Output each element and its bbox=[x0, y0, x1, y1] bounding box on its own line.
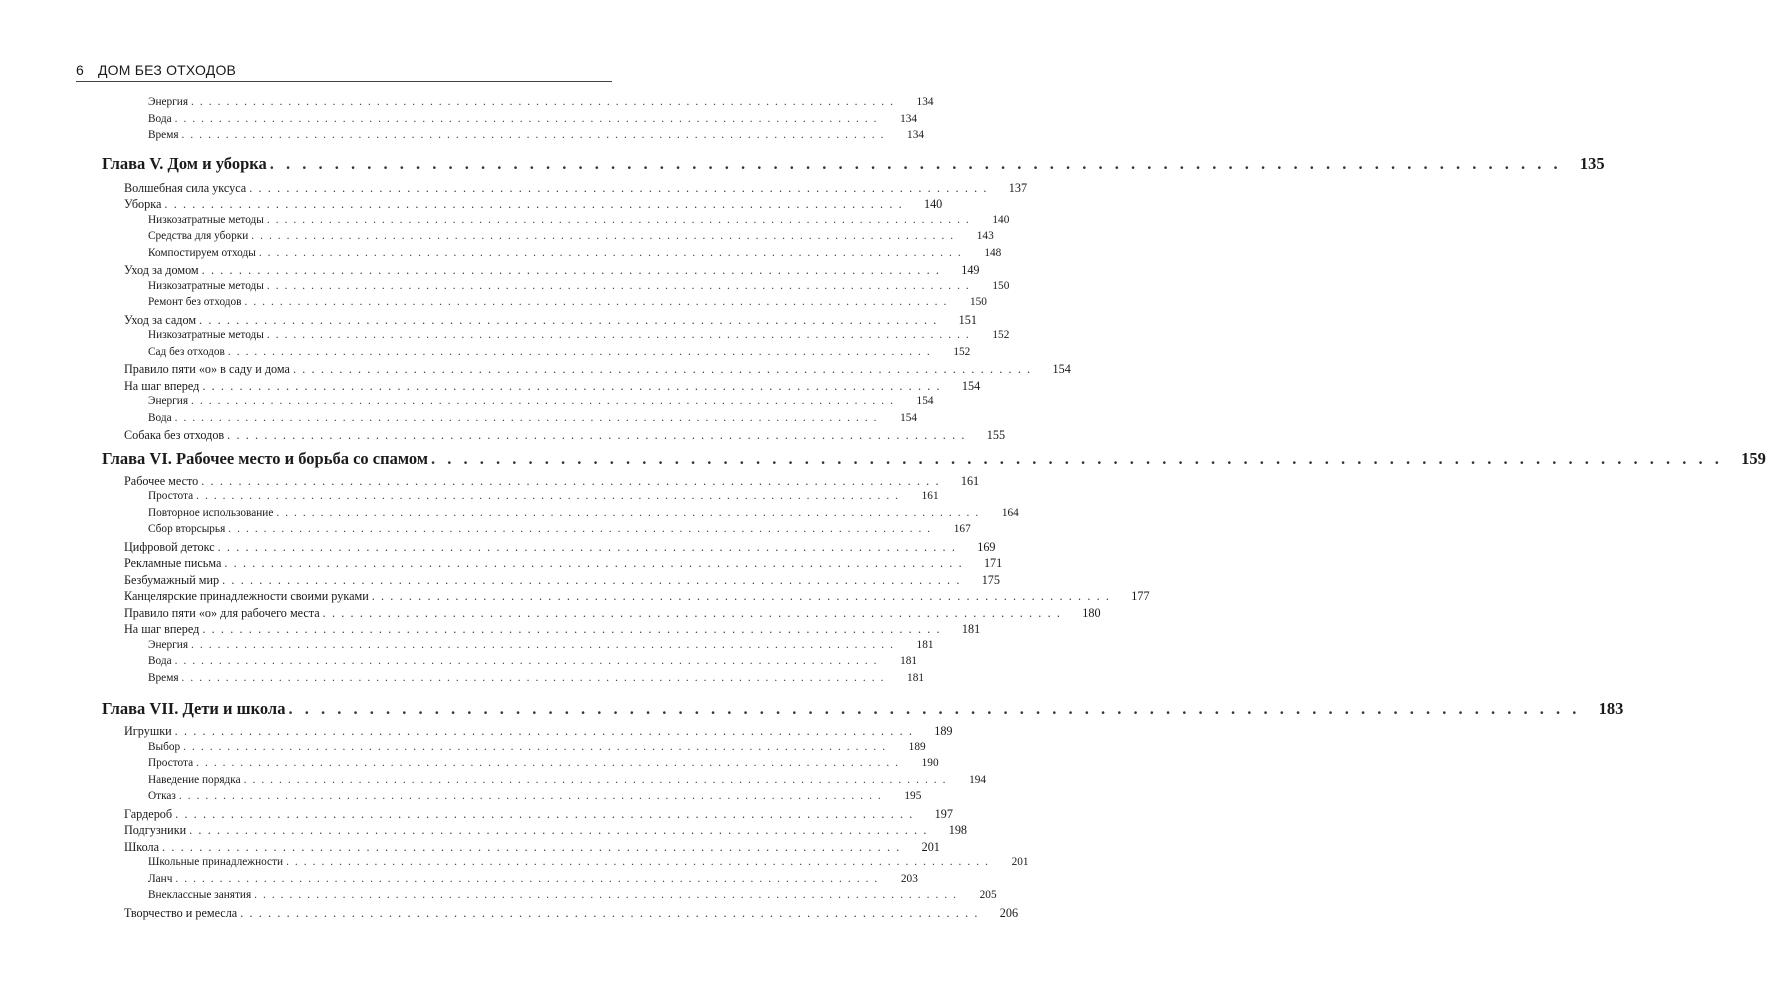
dot-leader: . . . . . . . . . . . . . . . . . . . . . . . . . . . . . . . . . . . . . . . . . . . . . . . . . . . . . . . . . . . . . . . . . . . . . . . . . . . . . . . . bbox=[175, 872, 879, 885]
toc-title: Правило пяти «о» в саду и дома bbox=[124, 362, 290, 376]
toc-page-number: 155 bbox=[986, 428, 1006, 442]
toc-title: Цифровой детокс bbox=[124, 539, 215, 554]
running-title: ДОМ БЕЗ ОТХОДОВ bbox=[98, 62, 237, 78]
toc-title: Сад без отходов bbox=[148, 345, 225, 358]
dot-leader: . . . . . . . . . . . . . . . . . . . . . . . . . . . . . . . . . . . . . . . . . . . . . . . . . . . . . . . . . . . . . . . . . . . . . . . . . . . . . . . . bbox=[249, 180, 989, 195]
toc-subentry bbox=[0, 296, 987, 313]
toc-title: Игрушки bbox=[124, 724, 172, 738]
toc-entry bbox=[0, 724, 953, 741]
toc-subentry bbox=[0, 655, 918, 672]
toc-title: Время bbox=[148, 129, 179, 141]
toc-subentry bbox=[0, 506, 1019, 524]
dot-leader: . . . . . . . . . . . . . . . . . . . . . . . . . . . . . . . . . . . . . . . . . . . . . . . . . . . . . . . . . . . . . . . . . . . . . . . . . . . . . . . . bbox=[181, 671, 885, 684]
toc-subentry bbox=[0, 740, 926, 758]
dot-leader: . . . . . . . . . . . . . . . . . . . . . . . . . . . . . . . . . . . . . . . . . . . . . . . . . . . . . . . . . . . . . . . . . . . . . . . . . . . . . . . . bbox=[269, 153, 1562, 173]
toc-title: Средства для уборки bbox=[148, 230, 249, 242]
toc-page-number: 171 bbox=[983, 556, 1003, 570]
toc-title: Уход за домом bbox=[124, 263, 199, 277]
toc-subentry bbox=[0, 96, 934, 113]
toc-title: На шаг вперед bbox=[124, 622, 200, 636]
toc-page-number: 154 bbox=[916, 395, 934, 407]
toc-title: Низкозатратные методы bbox=[148, 213, 264, 226]
toc-title: Наведение порядка bbox=[148, 773, 241, 786]
toc-title: Энергия bbox=[148, 638, 189, 651]
toc-page-number: 206 bbox=[999, 905, 1019, 920]
page-number: 6 bbox=[76, 62, 84, 78]
toc-page-number: 154 bbox=[1052, 362, 1071, 376]
dot-leader: . . . . . . . . . . . . . . . . . . . . . . . . . . . . . . . . . . . . . . . . . . . . . . . . . . . . . . . . . . . . . . . . . . . . . . . . . . . . . . . . bbox=[292, 362, 1032, 376]
toc-entry bbox=[0, 312, 977, 330]
toc-subentry bbox=[0, 230, 994, 247]
dot-leader: . . . . . . . . . . . . . . . . . . . . . . . . . . . . . . . . . . . . . . . . . . . . . . . . . . . . . . . . . . . . . . . . . . . . . . . . . . . . . . . . bbox=[227, 428, 967, 442]
toc-page-number: 205 bbox=[979, 889, 997, 901]
toc-title: Вода bbox=[148, 112, 172, 125]
toc-entry bbox=[0, 605, 1101, 623]
dot-leader: . . . . . . . . . . . . . . . . . . . . . . . . . . . . . . . . . . . . . . . . . . . . . . . . . . . . . . . . . . . . . . . . . . . . . . . . . . . . . . . . bbox=[227, 345, 932, 358]
toc-page-number: 134 bbox=[907, 129, 924, 141]
toc-entry bbox=[0, 428, 1006, 445]
toc-page-number: 150 bbox=[992, 279, 1010, 292]
toc-page-number: 161 bbox=[960, 473, 980, 488]
toc-entry bbox=[0, 823, 967, 840]
dot-leader: . . . . . . . . . . . . . . . . . . . . . . . . . . . . . . . . . . . . . . . . . . . . . . . . . . . . . . . . . . . . . . . . . . . . . . . . . . . . . . . . bbox=[162, 839, 901, 854]
toc-title: Компостируем отходы bbox=[148, 246, 256, 259]
toc-page-number: 150 bbox=[970, 296, 987, 308]
toc-title: Собака без отходов bbox=[124, 428, 225, 442]
dot-leader: . . . . . . . . . . . . . . . . . . . . . . . . . . . . . . . . . . . . . . . . . . . . . . . . . . . . . . . . . . . . . . . . . . . . . . . . . . . . . . . . bbox=[202, 378, 942, 393]
toc-subentry bbox=[0, 671, 924, 689]
toc-page-number: 140 bbox=[923, 197, 943, 211]
toc-title: Энергия bbox=[148, 96, 189, 108]
header-rule bbox=[76, 81, 612, 82]
toc-title: Глава V. Дом и уборка bbox=[102, 153, 267, 173]
toc-entry bbox=[0, 905, 1019, 923]
toc-subentry bbox=[0, 638, 934, 656]
dot-leader: . . . . . . . . . . . . . . . . . . . . . . . . . . . . . . . . . . . . . . . . . . . . . . . . . . . . . . . . . . . . . . . . . . . . . . . . . . . . . . . . bbox=[244, 296, 948, 308]
toc-subentry bbox=[0, 856, 1029, 873]
toc-entry bbox=[0, 589, 1150, 606]
toc-title: Школа bbox=[124, 839, 160, 854]
toc-page-number: 183 bbox=[1598, 699, 1624, 718]
dot-leader: . . . . . . . . . . . . . . . . . . . . . . . . . . . . . . . . . . . . . . . . . . . . . . . . . . . . . . . . . . . . . . . . . . . . . . . . . . . . . . . . bbox=[431, 448, 1723, 468]
toc-entry bbox=[0, 378, 981, 396]
toc-page-number: 167 bbox=[953, 523, 971, 535]
toc-title: Низкозатратные методы bbox=[148, 279, 264, 292]
toc-title: Рабочее место bbox=[124, 473, 199, 488]
toc-subentry bbox=[0, 395, 934, 412]
toc-title: Вода bbox=[148, 411, 172, 424]
toc-title: Отказ bbox=[148, 790, 176, 802]
toc-entry bbox=[0, 180, 1028, 198]
toc-page-number: 161 bbox=[921, 490, 939, 502]
toc-page-number: 194 bbox=[969, 773, 987, 786]
toc-title: Глава VI. Рабочее место и борьба со спамом bbox=[102, 448, 429, 468]
toc-title: Сбор вторсырья bbox=[148, 523, 226, 535]
toc-page-number: 149 bbox=[961, 263, 980, 277]
toc-subentry bbox=[0, 872, 918, 890]
toc-page-number: 169 bbox=[977, 539, 996, 554]
toc-page-number: 181 bbox=[907, 671, 924, 684]
dot-leader: . . . . . . . . . . . . . . . . . . . . . . . . . . . . . . . . . . . . . . . . . . . . . . . . . . . . . . . . . . . . . . . . . . . . . . . . . . . . . . . . bbox=[191, 638, 895, 651]
toc-subentry bbox=[0, 889, 997, 906]
toc-title: Волшебная сила уксуса bbox=[124, 180, 247, 195]
toc-chapter bbox=[0, 448, 1766, 474]
toc-page-number: 152 bbox=[953, 345, 971, 358]
toc-chapter bbox=[0, 699, 1624, 724]
dot-leader: . . . . . . . . . . . . . . . . . . . . . . . . . . . . . . . . . . . . . . . . . . . . . . . . . . . . . . . . . . . . . . . . . . . . . . . . . . . . . . . . bbox=[288, 699, 1581, 718]
toc-page-number: 154 bbox=[900, 411, 918, 424]
toc-title: Повторное использование bbox=[148, 506, 274, 519]
toc-subentry bbox=[0, 345, 971, 363]
toc-subentry bbox=[0, 329, 1010, 346]
toc-title: Ремонт без отходов bbox=[148, 296, 242, 308]
toc-page-number: 143 bbox=[976, 230, 994, 242]
toc-page-number: 159 bbox=[1741, 448, 1766, 468]
dot-leader: . . . . . . . . . . . . . . . . . . . . . . . . . . . . . . . . . . . . . . . . . . . . . . . . . . . . . . . . . . . . . . . . . . . . . . . . . . . . . . . . bbox=[217, 539, 957, 554]
toc-title: Энергия bbox=[148, 395, 189, 407]
dot-leader: . . . . . . . . . . . . . . . . . . . . . . . . . . . . . . . . . . . . . . . . . . . . . . . . . . . . . . . . . . . . . . . . . . . . . . . . . . . . . . . . bbox=[191, 395, 895, 407]
dot-leader: . . . . . . . . . . . . . . . . . . . . . . . . . . . . . . . . . . . . . . . . . . . . . . . . . . . . . . . . . . . . . . . . . . . . . . . . . . . . . . . . bbox=[201, 263, 941, 277]
toc-entry bbox=[0, 839, 940, 857]
toc-entry bbox=[0, 362, 1071, 379]
dot-leader: . . . . . . . . . . . . . . . . . . . . . . . . . . . . . . . . . . . . . . . . . . . . . . . . . . . . . . . . . . . . . . . . . . . . . . . . . . . . . . . . bbox=[199, 312, 938, 327]
toc-page-number: 181 bbox=[916, 638, 934, 651]
toc-page-number: 189 bbox=[908, 740, 926, 753]
dot-leader: . . . . . . . . . . . . . . . . . . . . . . . . . . . . . . . . . . . . . . . . . . . . . . . . . . . . . . . . . . . . . . . . . . . . . . . . . . . . . . . . bbox=[251, 230, 955, 242]
dot-leader: . . . . . . . . . . . . . . . . . . . . . . . . . . . . . . . . . . . . . . . . . . . . . . . . . . . . . . . . . . . . . . . . . . . . . . . . . . . . . . . . bbox=[228, 523, 932, 535]
toc-title: На шаг вперед bbox=[124, 378, 200, 393]
toc-page-number: 154 bbox=[961, 378, 981, 393]
dot-leader: . . . . . . . . . . . . . . . . . . . . . . . . . . . . . . . . . . . . . . . . . . . . . . . . . . . . . . . . . . . . . . . . . . . . . . . . . . . . . . . . bbox=[254, 889, 958, 901]
toc-title: Ланч bbox=[148, 872, 173, 885]
toc-page-number: 195 bbox=[904, 790, 922, 802]
dot-leader: . . . . . . . . . . . . . . . . . . . . . . . . . . . . . . . . . . . . . . . . . . . . . . . . . . . . . . . . . . . . . . . . . . . . . . . . . . . . . . . . bbox=[266, 213, 971, 226]
dot-leader: . . . . . . . . . . . . . . . . . . . . . . . . . . . . . . . . . . . . . . . . . . . . . . . . . . . . . . . . . . . . . . . . . . . . . . . . . . . . . . . . bbox=[266, 329, 971, 341]
dot-leader: . . . . . . . . . . . . . . . . . . . . . . . . . . . . . . . . . . . . . . . . . . . . . . . . . . . . . . . . . . . . . . . . . . . . . . . . . . . . . . . . bbox=[286, 856, 990, 868]
dot-leader: . . . . . . . . . . . . . . . . . . . . . . . . . . . . . . . . . . . . . . . . . . . . . . . . . . . . . . . . . . . . . . . . . . . . . . . . . . . . . . . . bbox=[164, 197, 904, 211]
toc-page-number: 164 bbox=[1001, 506, 1019, 519]
toc-page-number: 177 bbox=[1131, 589, 1150, 603]
dot-leader: . . . . . . . . . . . . . . . . . . . . . . . . . . . . . . . . . . . . . . . . . . . . . . . . . . . . . . . . . . . . . . . . . . . . . . . . . . . . . . . . bbox=[322, 605, 1062, 620]
toc-page-number: 148 bbox=[984, 246, 1002, 259]
toc-subentry bbox=[0, 757, 939, 774]
toc-title: Школьные принадлежности bbox=[148, 856, 284, 868]
toc-subentry bbox=[0, 246, 1002, 264]
toc-page-number: 181 bbox=[961, 622, 981, 636]
page-header bbox=[76, 61, 612, 79]
toc-title: Канцелярские принадлежности своими руками bbox=[124, 589, 369, 603]
toc-subentry bbox=[0, 112, 918, 130]
dot-leader: . . . . . . . . . . . . . . . . . . . . . . . . . . . . . . . . . . . . . . . . . . . . . . . . . . . . . . . . . . . . . . . . . . . . . . . . . . . . . . . . bbox=[191, 96, 895, 108]
toc-title: Простота bbox=[148, 757, 194, 769]
dot-leader: . . . . . . . . . . . . . . . . . . . . . . . . . . . . . . . . . . . . . . . . . . . . . . . . . . . . . . . . . . . . . . . . . . . . . . . . . . . . . . . . bbox=[196, 490, 900, 502]
toc-page-number: 134 bbox=[900, 112, 918, 125]
toc-subentry bbox=[0, 129, 924, 146]
toc-title: Выбор bbox=[148, 740, 181, 753]
toc-page-number: 198 bbox=[948, 823, 967, 837]
dot-leader: . . . . . . . . . . . . . . . . . . . . . . . . . . . . . . . . . . . . . . . . . . . . . . . . . . . . . . . . . . . . . . . . . . . . . . . . . . . . . . . . bbox=[196, 757, 900, 769]
toc-page-number: 190 bbox=[921, 757, 939, 769]
toc-entry bbox=[0, 556, 1003, 573]
toc-title: Уборка bbox=[124, 197, 162, 211]
dot-leader: . . . . . . . . . . . . . . . . . . . . . . . . . . . . . . . . . . . . . . . . . . . . . . . . . . . . . . . . . . . . . . . . . . . . . . . . . . . . . . . . bbox=[174, 724, 914, 738]
toc-title: Простота bbox=[148, 490, 194, 502]
dot-leader: . . . . . . . . . . . . . . . . . . . . . . . . . . . . . . . . . . . . . . . . . . . . . . . . . . . . . . . . . . . . . . . . . . . . . . . . . . . . . . . . bbox=[183, 740, 887, 753]
toc-title: Рекламные письма bbox=[124, 556, 222, 570]
toc-subentry bbox=[0, 773, 987, 791]
toc-subentry bbox=[0, 790, 922, 807]
dot-leader: . . . . . . . . . . . . . . . . . . . . . . . . . . . . . . . . . . . . . . . . . . . . . . . . . . . . . . . . . . . . . . . . . . . . . . . . . . . . . . . . bbox=[240, 905, 980, 920]
toc-entry bbox=[0, 539, 996, 557]
toc-entry bbox=[0, 806, 953, 824]
toc-page-number: 135 bbox=[1579, 153, 1605, 173]
toc-page-number: 201 bbox=[1011, 856, 1029, 868]
toc-title: Низкозатратные методы bbox=[148, 329, 264, 341]
toc-page-number: 175 bbox=[981, 572, 1000, 587]
dot-leader: . . . . . . . . . . . . . . . . . . . . . . . . . . . . . . . . . . . . . . . . . . . . . . . . . . . . . . . . . . . . . . . . . . . . . . . . . . . . . . . . bbox=[243, 773, 948, 786]
toc-title: Творчество и ремесла bbox=[124, 905, 238, 920]
dot-leader: . . . . . . . . . . . . . . . . . . . . . . . . . . . . . . . . . . . . . . . . . . . . . . . . . . . . . . . . . . . . . . . . . . . . . . . . . . . . . . . . bbox=[181, 129, 885, 141]
toc-title: Глава VII. Дети и школа bbox=[102, 699, 286, 718]
dot-leader: . . . . . . . . . . . . . . . . . . . . . . . . . . . . . . . . . . . . . . . . . . . . . . . . . . . . . . . . . . . . . . . . . . . . . . . . . . . . . . . . bbox=[175, 806, 914, 821]
toc-subentry bbox=[0, 279, 1010, 297]
toc-page-number: 201 bbox=[921, 839, 940, 854]
dot-leader: . . . . . . . . . . . . . . . . . . . . . . . . . . . . . . . . . . . . . . . . . . . . . . . . . . . . . . . . . . . . . . . . . . . . . . . . . . . . . . . . bbox=[174, 411, 879, 424]
dot-leader: . . . . . . . . . . . . . . . . . . . . . . . . . . . . . . . . . . . . . . . . . . . . . . . . . . . . . . . . . . . . . . . . . . . . . . . . . . . . . . . . bbox=[266, 279, 971, 292]
toc-title: Внеклассные занятия bbox=[148, 889, 252, 901]
toc-subentry bbox=[0, 523, 971, 540]
table-of-contents bbox=[0, 96, 1766, 922]
toc-page-number: 151 bbox=[958, 312, 977, 327]
toc-page-number: 197 bbox=[934, 806, 953, 821]
toc-entry bbox=[0, 263, 980, 280]
toc-title: Безбумажный мир bbox=[124, 572, 220, 587]
dot-leader: . . . . . . . . . . . . . . . . . . . . . . . . . . . . . . . . . . . . . . . . . . . . . . . . . . . . . . . . . . . . . . . . . . . . . . . . . . . . . . . . bbox=[202, 622, 942, 636]
dot-leader: . . . . . . . . . . . . . . . . . . . . . . . . . . . . . . . . . . . . . . . . . . . . . . . . . . . . . . . . . . . . . . . . . . . . . . . . . . . . . . . . bbox=[224, 556, 964, 570]
toc-entry bbox=[0, 197, 943, 214]
dot-leader: . . . . . . . . . . . . . . . . . . . . . . . . . . . . . . . . . . . . . . . . . . . . . . . . . . . . . . . . . . . . . . . . . . . . . . . . . . . . . . . . bbox=[174, 112, 879, 125]
toc-page-number: 137 bbox=[1008, 180, 1028, 195]
dot-leader: . . . . . . . . . . . . . . . . . . . . . . . . . . . . . . . . . . . . . . . . . . . . . . . . . . . . . . . . . . . . . . . . . . . . . . . . . . . . . . . . bbox=[178, 790, 883, 802]
toc-page-number: 152 bbox=[992, 329, 1010, 341]
toc-page-number: 181 bbox=[900, 655, 918, 667]
toc-entry bbox=[0, 473, 980, 491]
toc-subentry bbox=[0, 213, 1010, 231]
dot-leader: . . . . . . . . . . . . . . . . . . . . . . . . . . . . . . . . . . . . . . . . . . . . . . . . . . . . . . . . . . . . . . . . . . . . . . . . . . . . . . . . bbox=[201, 473, 941, 488]
toc-page-number: 203 bbox=[900, 872, 918, 885]
dot-leader: . . . . . . . . . . . . . . . . . . . . . . . . . . . . . . . . . . . . . . . . . . . . . . . . . . . . . . . . . . . . . . . . . . . . . . . . . . . . . . . . bbox=[189, 823, 928, 837]
toc-title: Уход за садом bbox=[124, 312, 197, 327]
dot-leader: . . . . . . . . . . . . . . . . . . . . . . . . . . . . . . . . . . . . . . . . . . . . . . . . . . . . . . . . . . . . . . . . . . . . . . . . . . . . . . . . bbox=[222, 572, 961, 587]
dot-leader: . . . . . . . . . . . . . . . . . . . . . . . . . . . . . . . . . . . . . . . . . . . . . . . . . . . . . . . . . . . . . . . . . . . . . . . . . . . . . . . . bbox=[174, 655, 879, 667]
toc-title: Правило пяти «о» для рабочего места bbox=[124, 605, 320, 620]
toc-entry bbox=[0, 622, 981, 639]
dot-leader: . . . . . . . . . . . . . . . . . . . . . . . . . . . . . . . . . . . . . . . . . . . . . . . . . . . . . . . . . . . . . . . . . . . . . . . . . . . . . . . . bbox=[276, 506, 980, 519]
toc-entry bbox=[0, 572, 1000, 590]
toc-page-number: 189 bbox=[934, 724, 953, 738]
toc-page-number: 140 bbox=[992, 213, 1010, 226]
toc-title: Подгузники bbox=[124, 823, 187, 837]
toc-title: Гардероб bbox=[124, 806, 173, 821]
toc-chapter bbox=[0, 153, 1605, 181]
toc-page-number: 180 bbox=[1082, 605, 1101, 620]
toc-subentry bbox=[0, 490, 939, 507]
dot-leader: . . . . . . . . . . . . . . . . . . . . . . . . . . . . . . . . . . . . . . . . . . . . . . . . . . . . . . . . . . . . . . . . . . . . . . . . . . . . . . . . bbox=[371, 589, 1111, 603]
dot-leader: . . . . . . . . . . . . . . . . . . . . . . . . . . . . . . . . . . . . . . . . . . . . . . . . . . . . . . . . . . . . . . . . . . . . . . . . . . . . . . . . bbox=[258, 246, 963, 259]
toc-subentry bbox=[0, 411, 918, 429]
toc-page-number: 134 bbox=[916, 96, 934, 108]
toc-title: Вода bbox=[148, 655, 172, 667]
toc-title: Время bbox=[148, 671, 179, 684]
